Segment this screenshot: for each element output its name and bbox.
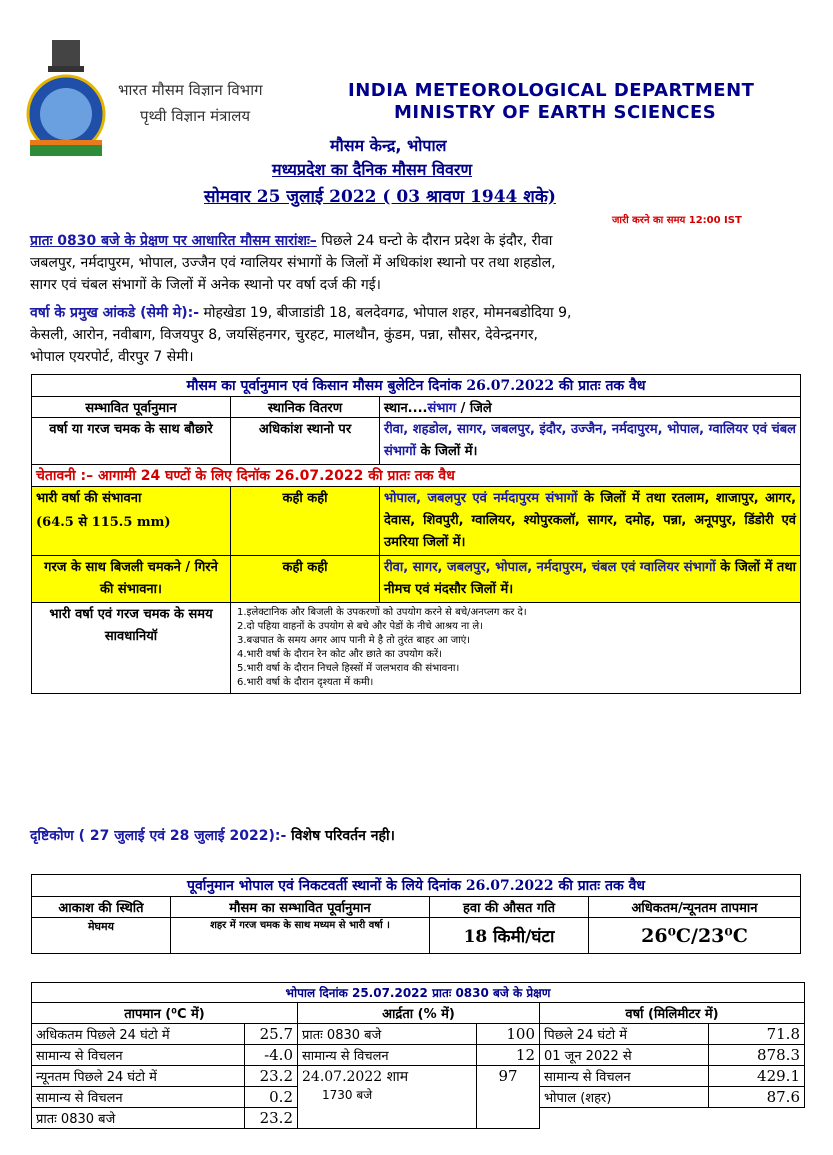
temp-label: न्यूनतम पिछले 24 घंटो में <box>32 1066 245 1087</box>
bf-sky: मेघमय <box>32 918 171 954</box>
col-header-places-a: स्थान.... <box>384 401 428 416</box>
precaution-item: 4.भारी वर्षा के दौरान रेन कोट और छाते का उपयोग करें। <box>237 649 442 660</box>
hum-label-evening-date: 24.07.2022 शाम <box>302 1069 409 1085</box>
row2-places <box>380 487 801 556</box>
rainfall-line-3: भोपाल एयरपोर्ट, वीरपुर 7 सेमी। <box>30 349 194 365</box>
summary-paragraph <box>30 230 810 296</box>
row2-places-rest: के जिलों में तथा रतलाम, शाजापुर, आगर, देवास, शिवपुरी, ग्वालियर, श्योपुरकलॉ, सागर, दमोह, पन्ना, अनूपपुर, डिंडोरी एवं उमरिया जिलों में। <box>384 491 797 550</box>
report-date: सोमवार 25 जुलाई 2022 ( 03 श्रावण 1944 शके) <box>204 187 556 207</box>
rainfall-line-1: मोहखेडा 19, बीजाडांडी 18, बलदेवगढ, भोपाल शहर, मोमनबडोदिया 9, <box>199 305 572 321</box>
row3-distribution: कही कही <box>231 556 380 603</box>
observation-table <box>31 982 805 1129</box>
rainfall-line-2: केसली, आरोन, नवीबाग, विजयपुर 8, जयसिंहनगर, चुरहट, मालथौन, कुंडम, पन्ना, सौसर, देवेन्द्रनगर, <box>30 327 539 343</box>
temp-value: 23.2 <box>245 1066 298 1087</box>
hum-label-evening <box>298 1066 477 1129</box>
row1-forecast: वर्षा या गरज चमक के साथ बौछारे <box>32 418 231 465</box>
outlook-label: दृष्टिकोण ( 27 जुलाई एवं 28 जुलाई 2022):- <box>30 828 287 844</box>
col-header-places <box>380 397 801 418</box>
bf-header-sky: आकाश की स्थिति <box>32 897 171 918</box>
temp-value: 25.7 <box>245 1024 298 1045</box>
obs-header-humidity: आर्द्रता (% में) <box>298 1003 540 1024</box>
bf-wind: 18 किमी/घंटा <box>430 918 589 954</box>
row2-distribution: कही कही <box>231 487 380 556</box>
row1-distribution: अधिकांश स्थानो पर <box>231 418 380 465</box>
org-english-1: INDIA METEOROLOGICAL DEPARTMENT <box>348 80 755 101</box>
rain-label: भोपाल (शहर) <box>540 1087 709 1108</box>
report-title: मध्यप्रदेश का दैनिक मौसम विवरण <box>272 160 473 179</box>
row4-precautions-label: भारी वर्षा एवं गरज चमक के समय सावधानियॉ <box>32 603 231 694</box>
row2-forecast <box>32 487 231 556</box>
outlook-text: विशेष परिवर्तन नही। <box>286 828 395 844</box>
hum-value: 100 <box>477 1024 540 1045</box>
forecast-table <box>31 374 801 694</box>
temp-value: 23.2 <box>245 1108 298 1129</box>
row1-places <box>380 418 801 465</box>
observation-title: भोपाल दिनांक 25.07.2022 प्रातः 0830 बजे के प्रेक्षण <box>32 983 805 1003</box>
warning-title: चेतावनी :– आगामी 24 घण्टों के लिए दिनॉक 26.07.2022 की प्रातः तक वैध <box>32 465 801 487</box>
precaution-item: 1.इलेक्टानिक और बिजली के उपकरणों को उपयोग करने से बचे/अनप्लग कर दे। <box>237 607 527 618</box>
row3-places-list: रीवा, सागर, जबलपुर, भोपाल, नर्मदापुरम, चंबल एवं ग्वालियर संभागों <box>384 560 716 575</box>
temp-value: 0.2 <box>245 1087 298 1108</box>
temp-label: अधिकतम पिछले 24 घंटो में <box>32 1024 245 1045</box>
rain-value: 878.3 <box>709 1045 805 1066</box>
precaution-item: 3.बज्रपात के समय अगर आप पानी मे है तो तुरंत बाहर आ जाएं। <box>237 635 471 646</box>
precaution-item: 6.भारी वर्षा के दौरान दृश्यता में कमी। <box>237 677 374 688</box>
outlook <box>30 826 395 845</box>
precaution-item: 2.दो पहिया वाहनों के उपयोग से बचे और पेडों के नीचे आश्रय ना ले। <box>237 621 483 632</box>
temp-label: प्रातः 0830 बजे <box>32 1108 245 1129</box>
bhopal-forecast-title: पूर्वानुमान भोपाल एवं निकटवर्ती स्थानों के लिये दिनांक 26.07.2022 की प्रातः तक वैध <box>32 875 801 897</box>
row1-places-suffix: के जिलों में। <box>415 444 478 459</box>
summary-line-1: पिछले 24 घन्टो के दौरान प्रदेश के इंदौर, रीवा <box>316 233 553 249</box>
rainfall-label: वर्षा के प्रमुख आंकडे (सेमी मे):- <box>30 305 200 321</box>
forecast-table-title: मौसम का पूर्वानुमान एवं किसान मौसम बुलेटिन दिनांक 26.07.2022 की प्रातः तक वैध <box>32 375 801 397</box>
bf-weather: शहर में गरज चमक के साथ मध्यम से भारी वर्षा । <box>171 918 430 954</box>
col-header-places-b: संभाग <box>427 401 457 416</box>
row3-places-rest: के जिलों में तथा नीमच एवं मंदसौर जिलों में। <box>384 560 796 597</box>
col-header-places-c: / जिले <box>456 401 492 416</box>
temp-label: सामान्य से विचलन <box>32 1045 245 1066</box>
summary-label: प्रातः 0830 बजे के प्रेक्षण पर आधारित मौसम सारांशः– <box>30 233 317 249</box>
col-header-distribution: स्थानिक वितरण <box>231 397 380 418</box>
hum-label-evening-time: 1730 बजे <box>322 1088 373 1102</box>
org-english-2: MINISTRY OF EARTH SCIENCES <box>394 102 717 123</box>
rain-label: सामान्य से विचलन <box>540 1066 709 1087</box>
rain-value: 429.1 <box>709 1066 805 1087</box>
row2-forecast-text: भारी वर्षा की संभावना <box>36 491 142 506</box>
org-hindi-2: पृथ्वी विज्ञान मंत्रालय <box>140 107 251 125</box>
hum-label: प्रातः 0830 बजे <box>298 1024 477 1045</box>
summary-line-2: जबलपुर, नर्मदापुरम, भोपाल, उज्जैन एवं ग्वालियर संभागों के जिलों में अधिकांश स्थानो पर तथा शहडोल, <box>30 255 556 271</box>
rain-label: 01 जून 2022 से <box>540 1045 709 1066</box>
issue-time: जारी करने का समय 12:00 IST <box>612 215 742 226</box>
hum-value: 97 <box>477 1066 540 1129</box>
hum-value: 12 <box>477 1045 540 1066</box>
col-header-forecast: सम्भावित पूर्वानुमान <box>32 397 231 418</box>
bf-header-temp: अधिकतम/न्यूनतम तापमान <box>589 897 801 918</box>
bf-header-weather: मौसम का सम्भावित पूर्वानुमान <box>171 897 430 918</box>
summary-line-3: सागर एवं चंबल संभागों के जिलों में अनेक स्थानो पर वर्षा दर्ज की गई। <box>30 277 381 293</box>
bf-header-wind: हवा की औसत गति <box>430 897 589 918</box>
row3-places <box>380 556 801 603</box>
imd-logo <box>22 36 110 160</box>
bf-temp: 26⁰C/23⁰C <box>589 918 801 954</box>
rain-value: 87.6 <box>709 1087 805 1108</box>
centre-name: मौसम केन्द्र, भोपाल <box>330 136 447 155</box>
obs-header-rain: वर्षा (मिलिमीटर में) <box>540 1003 805 1024</box>
obs-header-temp: तापमान (⁰C में) <box>32 1003 298 1024</box>
bhopal-forecast-table <box>31 874 801 954</box>
precautions-list <box>231 603 801 694</box>
row2-places-list: भोपाल, जबलपुर एवं नर्मदापुरम संभागों <box>384 491 578 506</box>
hum-label: सामान्य से विचलन <box>298 1045 477 1066</box>
org-hindi-1: भारत मौसम विज्ञान विभाग <box>118 81 263 99</box>
row2-forecast-range: (64.5 से 115.5 mm) <box>36 515 171 530</box>
rain-empty-cell <box>540 1108 805 1129</box>
rain-label: पिछले 24 घंटो में <box>540 1024 709 1045</box>
row1-places-list: रीवा, शहडोल, सागर, जबलपुर, इंदौर, उज्जैन, नर्मदापुरम, भोपाल, ग्वालियर एवं चंबल संभागों <box>384 422 796 459</box>
temp-label: सामान्य से विचलन <box>32 1087 245 1108</box>
row3-forecast: गरज के साथ बिजली चमकने / गिरने की संभावना। <box>32 556 231 603</box>
rainfall-paragraph <box>30 302 810 368</box>
temp-value: -4.0 <box>245 1045 298 1066</box>
rain-value: 71.8 <box>709 1024 805 1045</box>
precaution-item: 5.भारी वर्षा के दौरान निचले हिस्सों में जलभराव की संभावना। <box>237 663 460 674</box>
